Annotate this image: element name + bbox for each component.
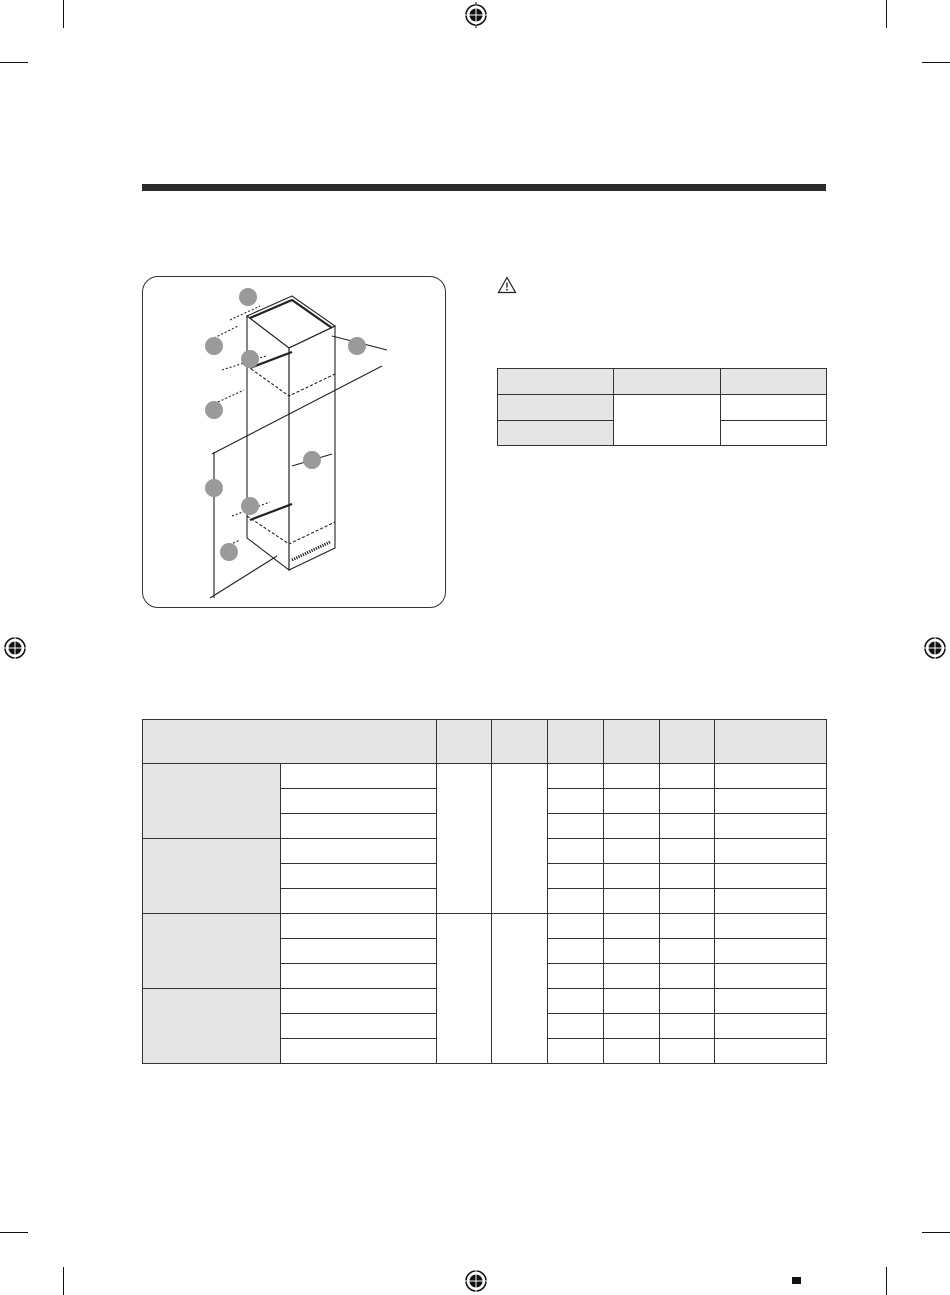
table-row: [659, 1014, 715, 1039]
table-row: [659, 1039, 715, 1064]
large-table-sub-label: [281, 1014, 436, 1039]
large-table-sub-label: [281, 939, 436, 964]
large-table-sub-label: [281, 889, 436, 914]
crop-mark-top-left-h: [0, 62, 28, 63]
small-table-header-cell: [498, 369, 614, 395]
table-row: [659, 839, 715, 864]
large-table-sub-label: [281, 864, 436, 889]
registration-target-icon: [2, 635, 28, 661]
table-row: [548, 1039, 604, 1064]
table-row: [659, 789, 715, 814]
large-table-sub-label: [281, 914, 436, 939]
large-table-sub-label: [281, 764, 436, 789]
table-row: [715, 839, 827, 864]
table-row: [603, 864, 659, 889]
large-table-sub-label: [281, 964, 436, 989]
small-table-cell: [720, 421, 826, 446]
large-table-header-cell: [603, 720, 659, 764]
large-table-merged-cell: [436, 764, 492, 914]
small-table-header-cell: [614, 369, 720, 395]
large-table-header-cell: [548, 720, 604, 764]
table-row: [603, 914, 659, 939]
table-row: [715, 1039, 827, 1064]
table-row: [659, 764, 715, 789]
large-table-sub-label: [281, 989, 436, 1014]
table-row: [659, 939, 715, 964]
crop-mark-bottom-left-v: [63, 1267, 64, 1295]
table-row: [603, 789, 659, 814]
large-table-header-cell: [436, 720, 492, 764]
large-spec-table: [142, 719, 827, 1064]
small-table-merged-cell: [614, 395, 720, 446]
table-row: [548, 1014, 604, 1039]
table-row: [715, 939, 827, 964]
crop-mark-top-right-v: [886, 0, 887, 28]
table-row: [548, 939, 604, 964]
large-table-merged-cell: [436, 914, 492, 1064]
table-row: [715, 889, 827, 914]
table-row: [603, 1039, 659, 1064]
table-row: [715, 789, 827, 814]
table-row: [659, 864, 715, 889]
table-row: [548, 914, 604, 939]
table-row: [659, 989, 715, 1014]
crop-mark-top-left-v: [63, 0, 64, 28]
registration-target-icon: [922, 635, 948, 661]
large-table-header-cell: [715, 720, 827, 764]
table-row: [715, 864, 827, 889]
table-row: [548, 864, 604, 889]
registration-target-icon: [463, 1268, 489, 1294]
large-table-sub-label: [281, 839, 436, 864]
table-row: [603, 814, 659, 839]
table-row: [603, 889, 659, 914]
small-table-row-label: [498, 395, 614, 421]
table-row: [659, 889, 715, 914]
large-table-sub-label: [281, 789, 436, 814]
table-row: [548, 814, 604, 839]
table-row: [548, 964, 604, 989]
page-marker-square: [792, 1277, 801, 1284]
table-row: [548, 789, 604, 814]
table-row: [548, 889, 604, 914]
table-row: [659, 914, 715, 939]
large-table-group-label: [143, 839, 281, 914]
large-table-merged-cell: [492, 764, 548, 914]
section-heading-rule: [142, 184, 826, 191]
table-row: [603, 964, 659, 989]
large-table-header-cell: [143, 720, 437, 764]
crop-mark-bottom-right-v: [886, 1267, 887, 1295]
small-spec-table: [497, 368, 827, 446]
table-row: [548, 989, 604, 1014]
large-table-merged-cell: [492, 914, 548, 1064]
large-table-sub-label: [281, 1039, 436, 1064]
table-row: [548, 764, 604, 789]
table-row: [715, 764, 827, 789]
table-row: [715, 989, 827, 1014]
large-table-group-label: [143, 764, 281, 839]
table-row: [659, 814, 715, 839]
table-row: [715, 814, 827, 839]
table-row: [659, 964, 715, 989]
small-table-header-cell: [720, 369, 826, 395]
crop-mark-bottom-left-h: [0, 1232, 28, 1233]
crop-mark-top-right-h: [922, 62, 950, 63]
small-table-cell: [720, 395, 826, 421]
fridge-cabinet-dimension-diagram: [142, 276, 446, 608]
crop-mark-bottom-right-h: [922, 1232, 950, 1233]
table-row: [603, 1014, 659, 1039]
registration-target-icon: [463, 2, 489, 28]
table-row: [603, 989, 659, 1014]
table-row: [603, 939, 659, 964]
table-row: [715, 1014, 827, 1039]
warning-triangle-icon: [497, 276, 517, 294]
table-row: [603, 764, 659, 789]
table-row: [548, 839, 604, 864]
large-table-header-cell: [659, 720, 715, 764]
large-table-group-label: [143, 989, 281, 1064]
small-table-row-label: [498, 421, 614, 446]
large-table-group-label: [143, 914, 281, 989]
large-table-header-cell: [492, 720, 548, 764]
table-row: [715, 964, 827, 989]
large-table-sub-label: [281, 814, 436, 839]
table-row: [715, 914, 827, 939]
table-row: [603, 839, 659, 864]
